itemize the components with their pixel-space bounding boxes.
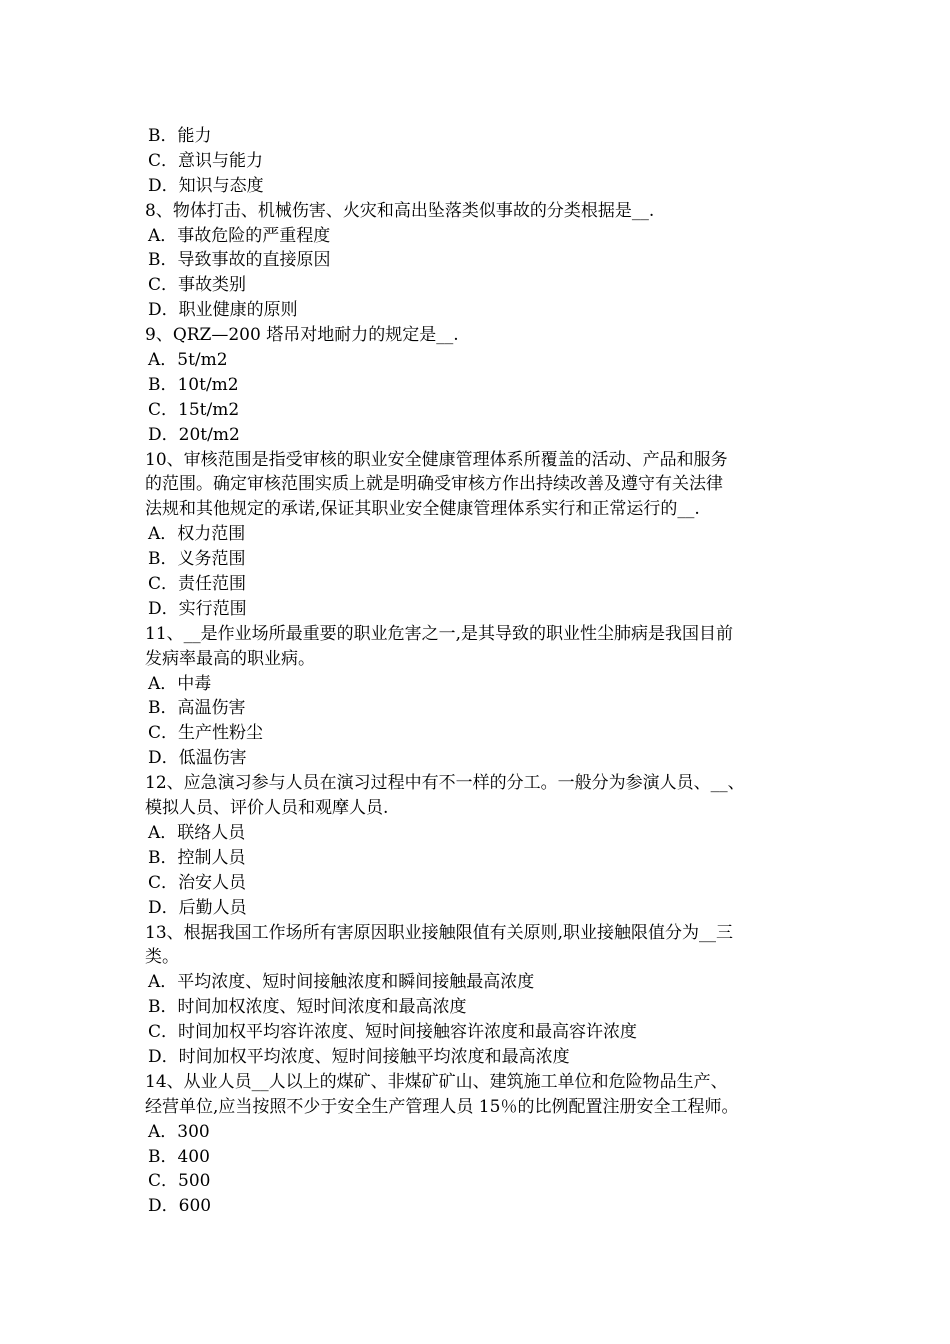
answer-option: A．300 [148,1121,210,1142]
answer-option: A．5t/m2 [148,350,228,371]
answer-option: B．导致事故的直接原因 [148,250,331,271]
answer-option: A．平均浓度、短时间接触浓度和瞬间接触最高浓度 [148,972,535,993]
question-text-line: 14、从业人员__人以上的煤矿、非煤矿矿山、建筑施工单位和危险物品生产、 [145,1071,728,1092]
answer-option: B．高温伤害 [148,698,246,719]
answer-option: D．实行范围 [148,598,247,619]
answer-option: C．500 [148,1171,211,1192]
answer-option: B．能力 [148,126,212,146]
answer-option: C．事故类别 [148,275,247,296]
question-text-line: 经营单位,应当按照不少于安全生产管理人员 15％的比例配置注册安全工程师。 [145,1096,739,1117]
question-text-line: 8、物体打击、机械伤害、火灾和高出坠落类似事故的分类根据是__. [145,200,655,221]
answer-option: A．事故危险的严重程度 [148,225,331,246]
question-text-line: 12、应急演习参与人员在演习过程中有不一样的分工。一般分为参演人员、__、 [145,773,745,794]
question-text-line: 13、根据我国工作场所有害原因职业接触限值有关原则,职业接触限值分为__三 [145,922,734,943]
answer-option: A．中毒 [148,673,212,694]
question-text-line: 模拟人员、评价人员和观摩人员. [145,798,389,819]
answer-option: D．时间加权平均浓度、短时间接触平均浓度和最高浓度 [148,1046,570,1067]
answer-option: C．意识与能力 [148,150,264,171]
question-text-line: 发病率最高的职业病。 [145,648,315,669]
answer-option: D．职业健康的原则 [148,300,298,321]
question-text-line: 10、审核范围是指受审核的职业安全健康管理体系所覆盖的活动、产品和服务 [145,449,728,470]
question-text-line: 法规和其他规定的承诺,保证其职业安全健康管理体系实行和正常运行的__. [145,499,700,520]
answer-option: D．知识与态度 [148,175,264,196]
answer-option: D．600 [148,1196,212,1217]
answer-option: B．时间加权浓度、短时间浓度和最高浓度 [148,997,467,1018]
answer-option: C．责任范围 [148,574,247,595]
answer-option: C．15t/m2 [148,399,240,420]
question-text-line: 9、QRZ—200 塔吊对地耐力的规定是__. [145,325,459,346]
answer-option: C．时间加权平均容许浓度、短时间接触容许浓度和最高容许浓度 [148,1022,638,1043]
answer-option: B．10t/m2 [148,374,239,395]
answer-option: C．生产性粉尘 [148,723,264,744]
answer-option: B．控制人员 [148,847,246,868]
answer-option: A．权力范围 [148,524,246,545]
question-text-line: 的范围。确定审核范围实质上就是明确受审核方作出持续改善及遵守有关法律 [145,474,723,495]
answer-option: D．后勤人员 [148,897,247,918]
answer-option: B．义务范围 [148,549,246,570]
answer-option: C．治安人员 [148,872,247,893]
question-text-line: 类。 [145,947,179,968]
answer-option: B．400 [148,1146,210,1167]
answer-option: A．联络人员 [148,822,246,843]
document-body [145,124,825,1219]
answer-option: D．低温伤害 [148,748,247,769]
question-text-line: 11、__是作业场所最重要的职业危害之一,是其导致的职业性尘肺病是我国目前 [145,623,734,644]
answer-option: D．20t/m2 [148,424,240,445]
